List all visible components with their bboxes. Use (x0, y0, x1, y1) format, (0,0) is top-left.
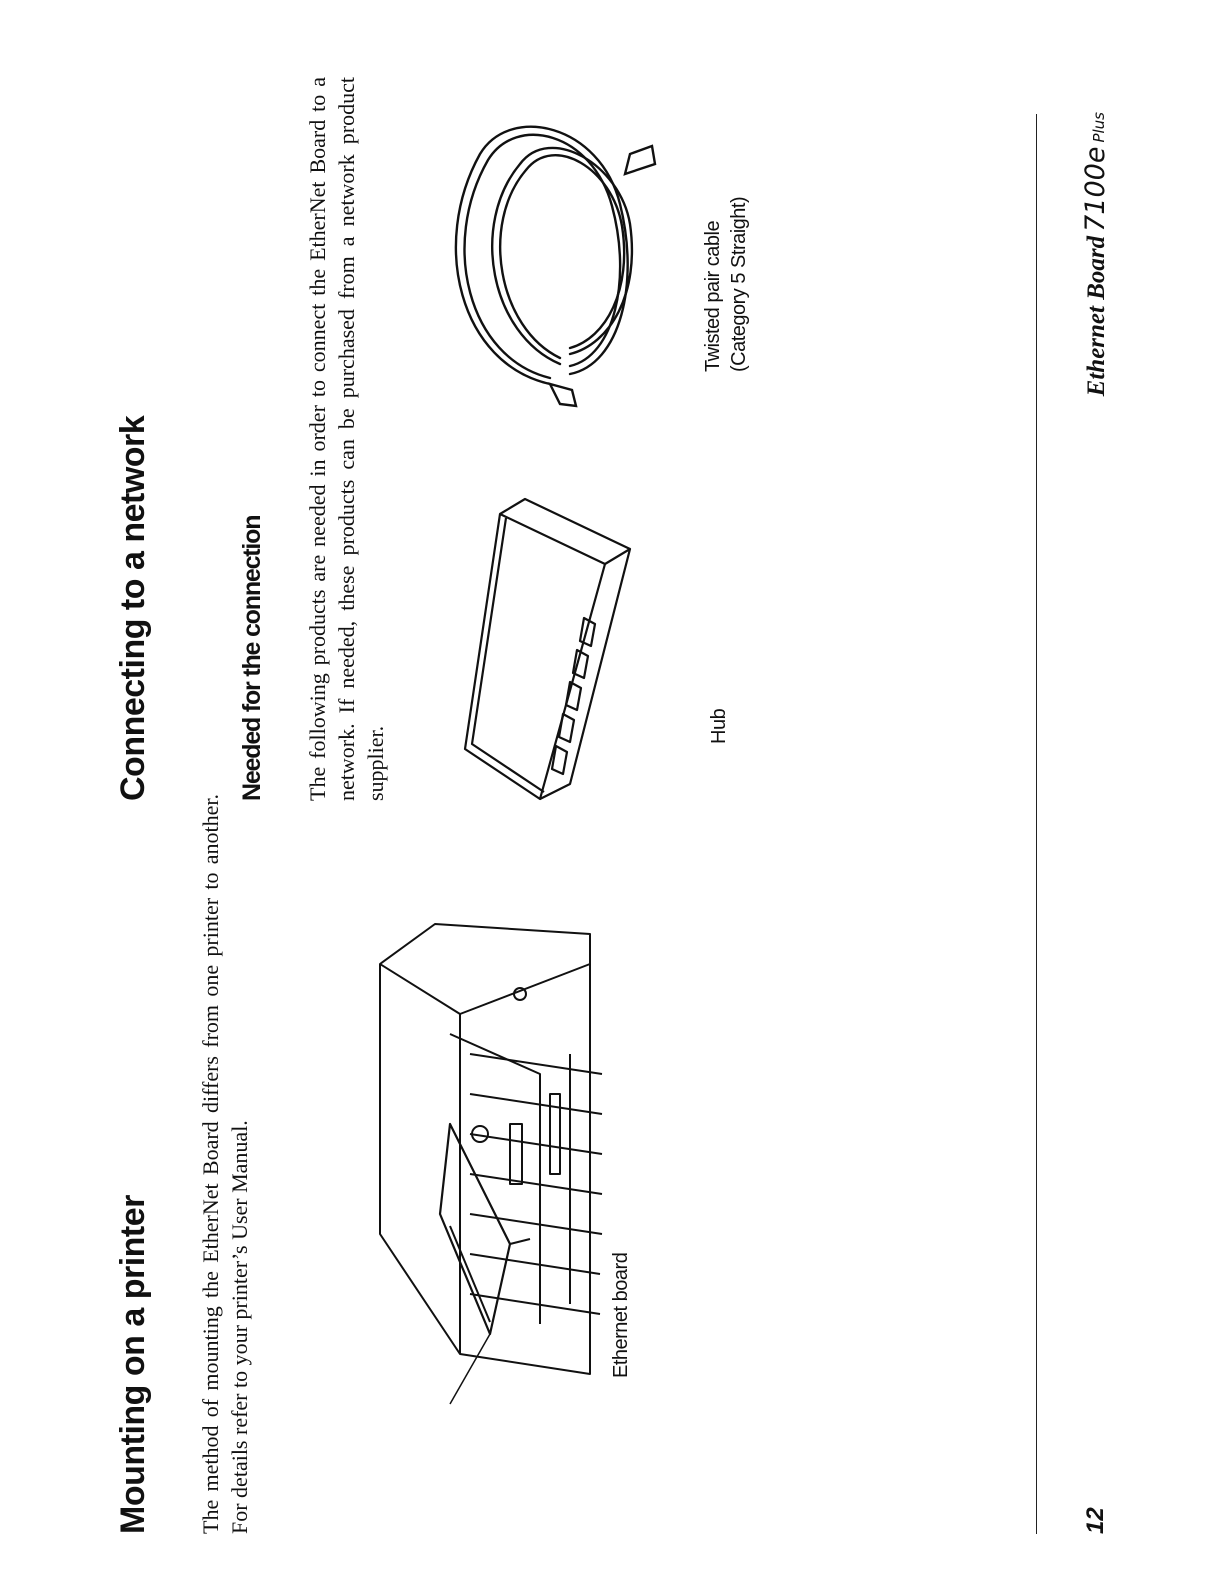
cable-caption-line1: Twisted pair cable (702, 220, 724, 372)
footer-rule (1036, 114, 1037, 1534)
footer-title-prefix: Ethernet Board (1083, 235, 1110, 397)
hub-caption: Hub (708, 708, 730, 744)
cable-caption-line2: (Category 5 Straight) (728, 196, 750, 372)
ethernet-board-caption: Ethernet board (610, 1252, 632, 1378)
cable-caption (700, 197, 752, 372)
mounting-body: The method of mounting the EtherNet Board differs from one printer to another. For details refer to your printer’s User Manual. (198, 794, 252, 1534)
connecting-heading: Connecting to a network (114, 415, 152, 801)
needed-body: The following products are needed in order to connect the EtherNet Board to a network. If needed, these products can be purchased from a network product supplier. (305, 77, 388, 801)
page-number: 12 (1082, 1507, 1109, 1534)
cable-illustration (420, 104, 680, 424)
mounting-heading: Mounting on a printer (114, 1195, 152, 1534)
hub-illustration (420, 484, 650, 814)
printer-illustration (340, 904, 640, 1434)
footer-title (1080, 112, 1111, 396)
needed-subheading: Needed for the connection (238, 515, 266, 801)
footer-title-suffix: Plus (1090, 112, 1108, 143)
footer-title-model: 7100e (1080, 146, 1111, 232)
